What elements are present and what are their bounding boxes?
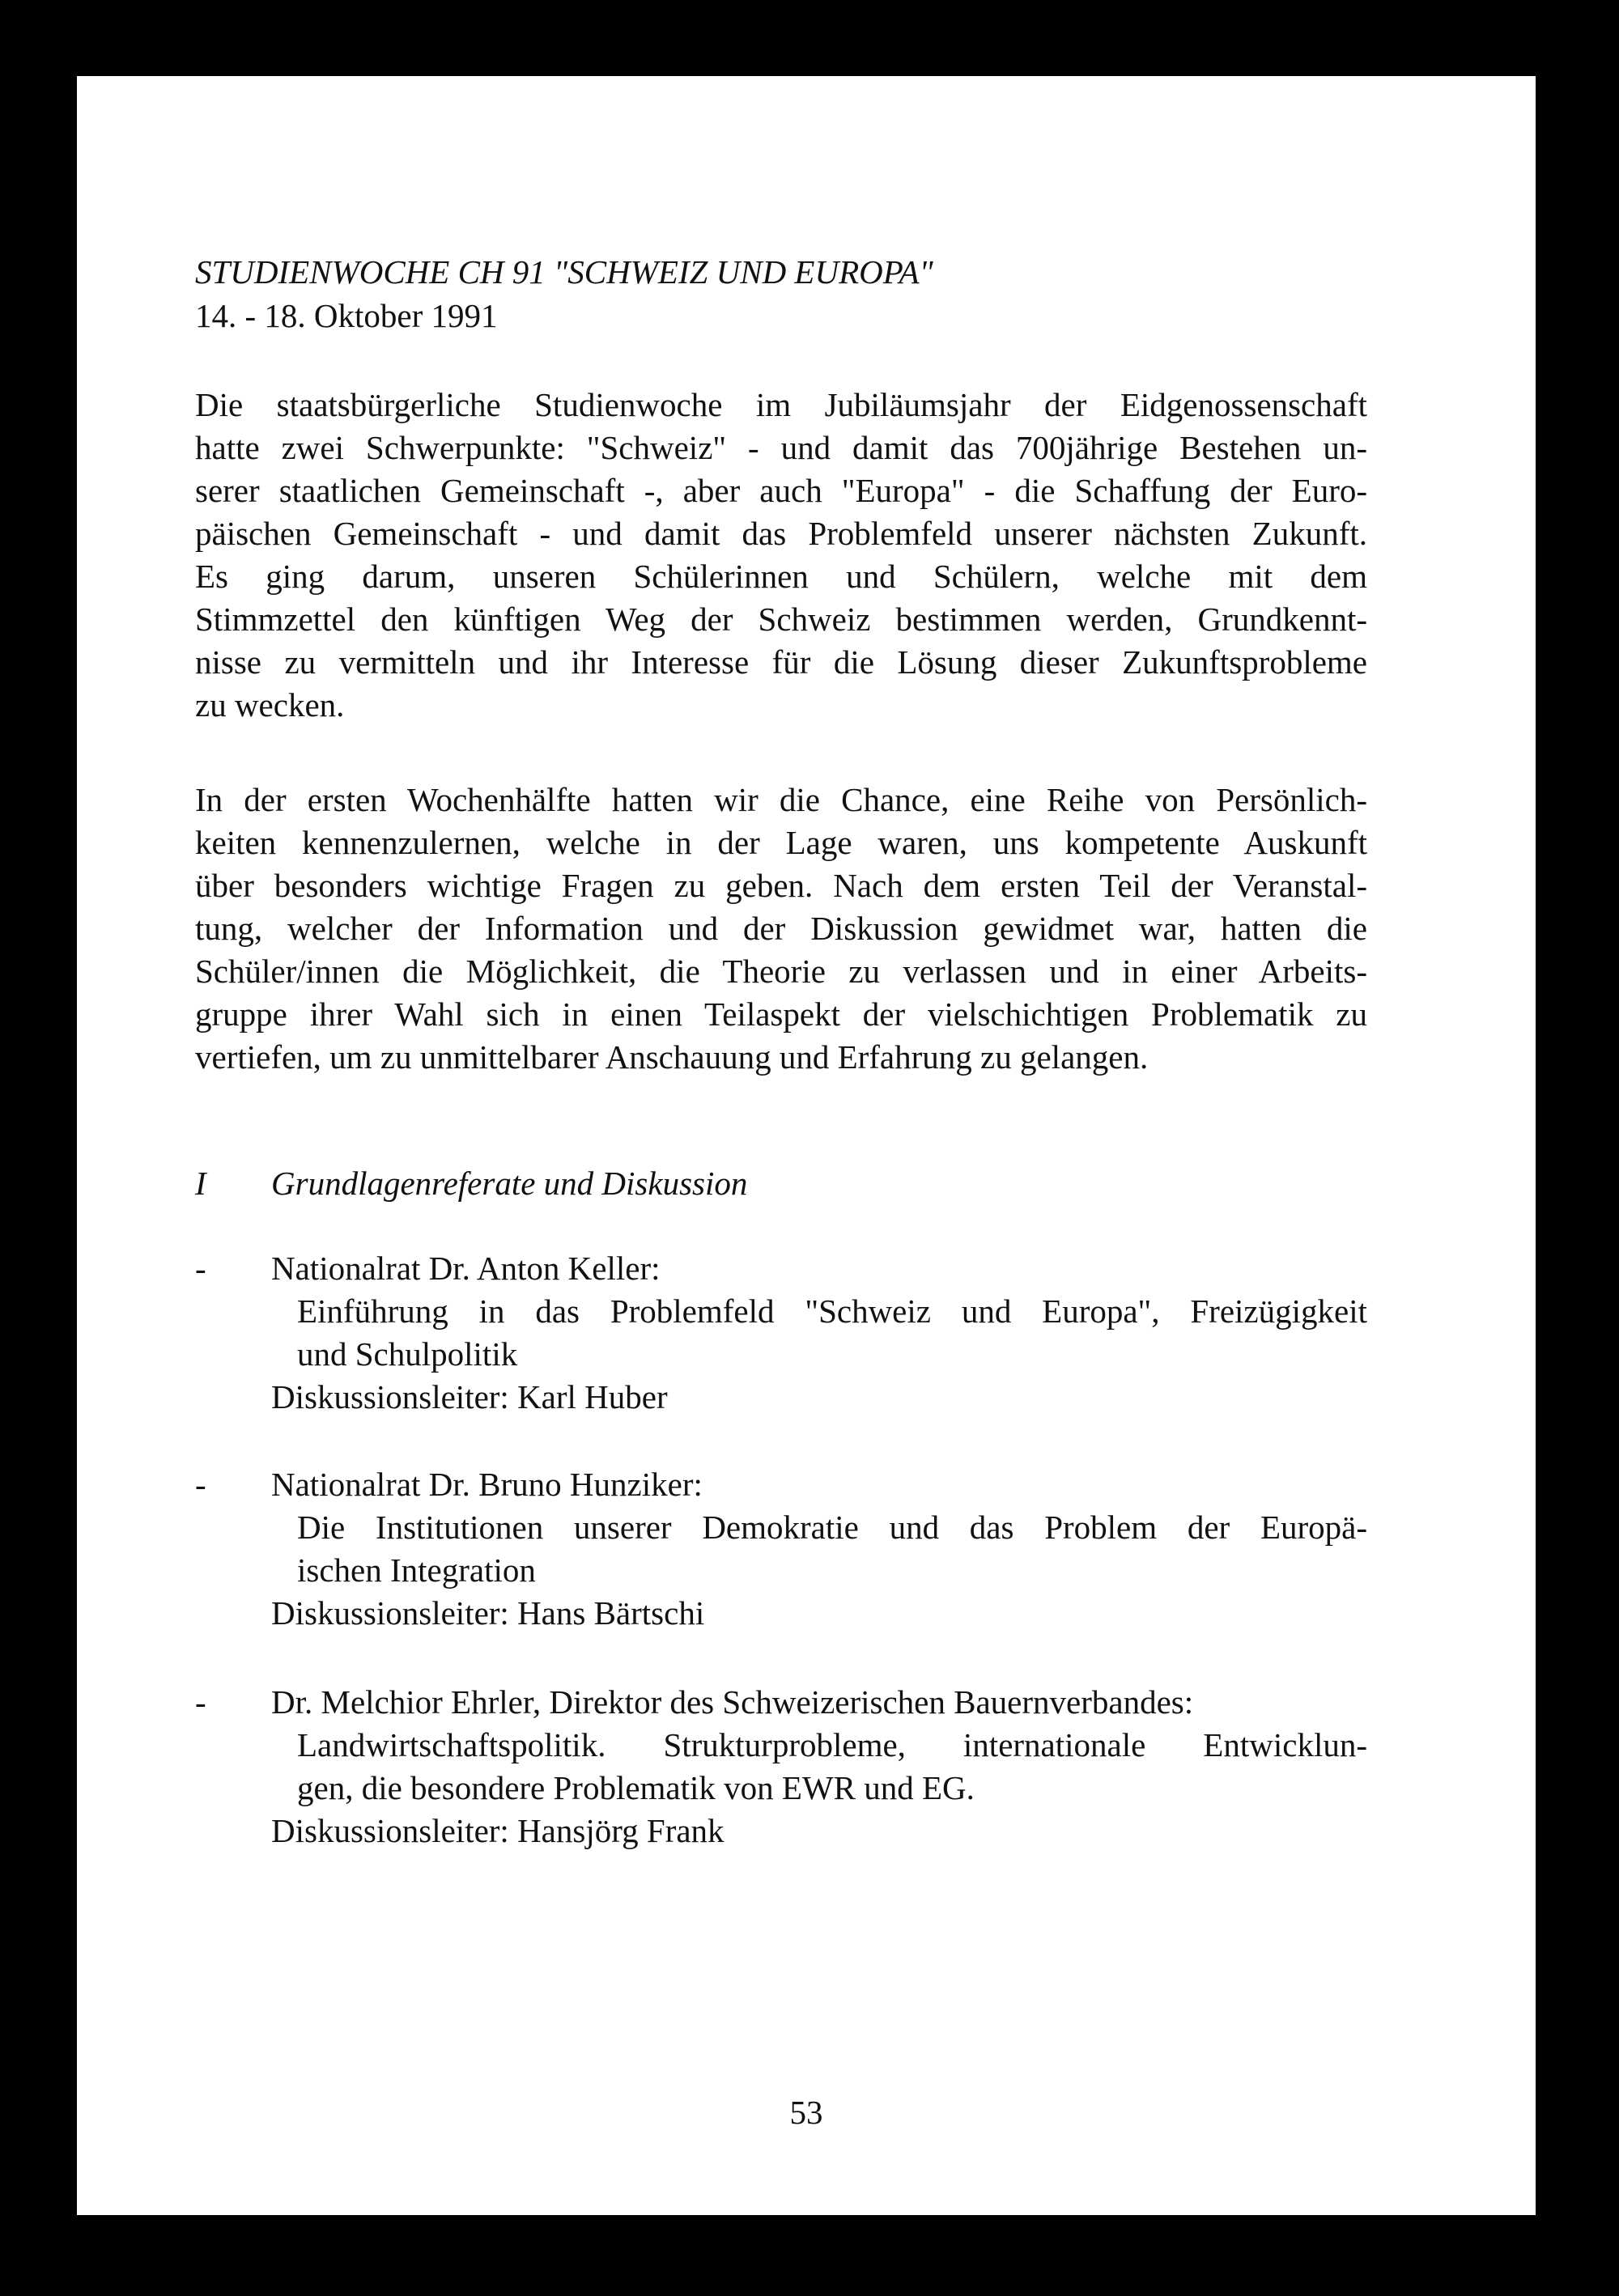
paragraph-1-line: Die staatsbürgerliche Studienwoche im Jubiläumsjahr der Eidgenossenschaft xyxy=(195,386,1367,423)
paragraph-2-line: gruppe ihrer Wahl sich in einen Teilaspekt der vielschichtigen Problematik zu xyxy=(195,995,1367,1033)
topic-line: gen, die besondere Problematik von EWR und EG. xyxy=(297,1769,975,1806)
list-bullet: - xyxy=(195,1250,206,1287)
paragraph-1-line: päischen Gemeinschaft - und damit das Problemfeld unserer nächsten Zukunft. xyxy=(195,515,1367,552)
topic-line: und Schulpolitik xyxy=(297,1335,518,1373)
event-date: 14. - 18. Oktober 1991 xyxy=(195,297,498,334)
list-bullet: - xyxy=(195,1466,206,1503)
paragraph-2-line: vertiefen, um zu unmittelbarer Anschauung und Erfahrung zu gelangen. xyxy=(195,1038,1149,1076)
section-number: I xyxy=(195,1165,206,1202)
speaker-line: Nationalrat Dr. Anton Keller: xyxy=(271,1250,661,1287)
paragraph-2-line: über besonders wichtige Fragen zu geben. Nach dem ersten Teil der Veranstal- xyxy=(195,867,1367,904)
paragraph-1-line: zu wecken. xyxy=(195,686,345,724)
paragraph-1-line: serer staatlichen Gemeinschaft -, aber auch "Europa" - die Schaffung der Euro- xyxy=(195,472,1367,509)
document-page xyxy=(77,76,1536,2215)
paragraph-1-line: hatte zwei Schwerpunkte: "Schweiz" - und damit das 700jährige Bestehen un- xyxy=(195,429,1367,466)
document-title: STUDIENWOCHE CH 91 "SCHWEIZ UND EUROPA" xyxy=(195,253,933,291)
paragraph-2-line: tung, welcher der Information und der Diskussion gewidmet war, hatten die xyxy=(195,910,1367,947)
paragraph-2-line: Schüler/innen die Möglichkeit, die Theorie zu verlassen und in einer Arbeits- xyxy=(195,953,1367,990)
moderator-line: Diskussionsleiter: Hans Bärtschi xyxy=(271,1594,705,1632)
topic-line: ischen Integration xyxy=(297,1551,536,1589)
section-heading: Grundlagenreferate und Diskussion xyxy=(271,1165,748,1202)
page-number: 53 xyxy=(789,2094,823,2131)
list-bullet: - xyxy=(195,1683,206,1721)
moderator-line: Diskussionsleiter: Hansjörg Frank xyxy=(271,1812,725,1849)
topic-line: Die Institutionen unserer Demokratie und das Problem der Europä- xyxy=(297,1509,1367,1546)
moderator-line: Diskussionsleiter: Karl Huber xyxy=(271,1378,668,1415)
paragraph-1-line: Stimmzettel den künftigen Weg der Schweiz bestimmen werden, Grundkennt- xyxy=(195,601,1367,638)
topic-line: Landwirtschaftspolitik. Strukturprobleme, internationale Entwicklun- xyxy=(297,1726,1367,1763)
paragraph-1-line: nisse zu vermitteln und ihr Interesse für die Lösung dieser Zukunftsprobleme xyxy=(195,643,1367,681)
paragraph-1-line: Es ging darum, unseren Schülerinnen und Schülern, welche mit dem xyxy=(195,558,1367,595)
paragraph-2-line: In der ersten Wochenhälfte hatten wir die Chance, eine Reihe von Persönlich- xyxy=(195,781,1367,818)
topic-line: Einführung in das Problemfeld "Schweiz und Europa", Freizügigkeit xyxy=(297,1292,1367,1330)
speaker-line: Nationalrat Dr. Bruno Hunziker: xyxy=(271,1466,703,1503)
paragraph-2-line: keiten kennenzulernen, welche in der Lage waren, uns kompetente Auskunft xyxy=(195,824,1367,861)
speaker-line: Dr. Melchior Ehrler, Direktor des Schweizerischen Bauernverbandes: xyxy=(271,1683,1194,1721)
